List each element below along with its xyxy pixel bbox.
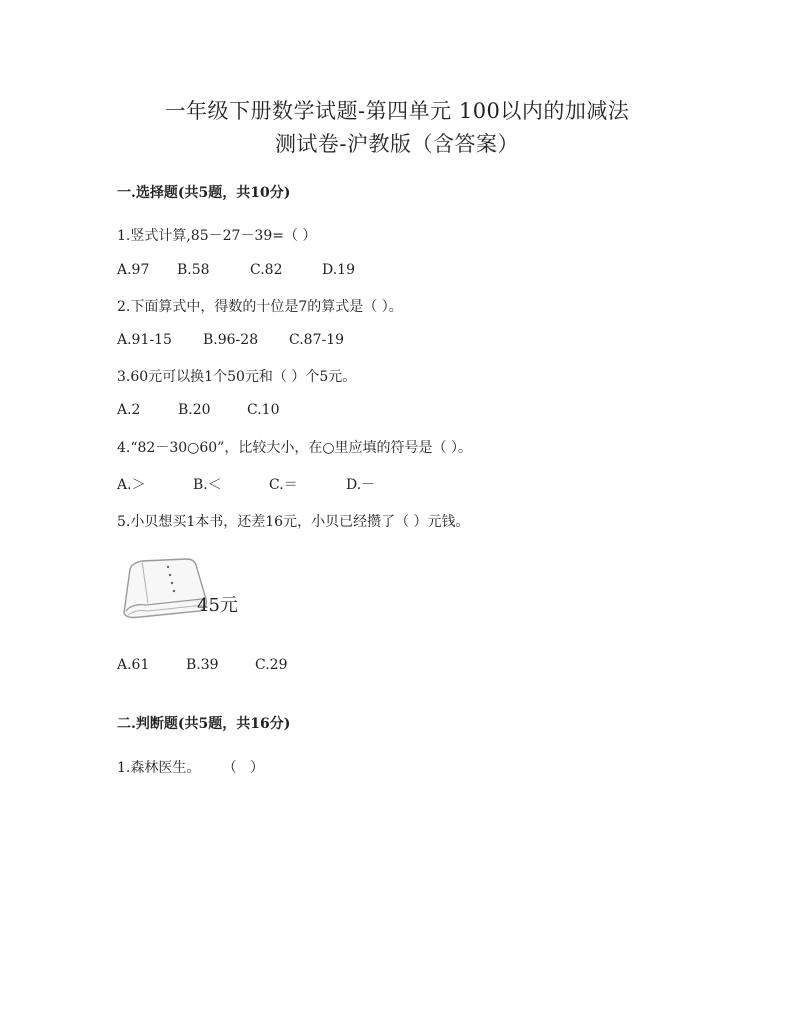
question-3: 3.60元可以换1个50元和（ ）个5元。 [117, 369, 357, 385]
question-judge-1: 1.森林医生。 （ ） [117, 760, 264, 776]
question-3-options [117, 402, 279, 418]
option-c: C.29 [255, 657, 288, 673]
question-1-options [117, 262, 355, 278]
option-b: B.39 [186, 657, 219, 673]
option-c: C.＝ [269, 477, 298, 493]
option-a: A.61 [117, 657, 150, 673]
question-2-options [117, 332, 344, 348]
option-c: C.82 [250, 262, 283, 278]
question-4: 4.“82－30○60”，比较大小，在○里应填的符号是（ ）。 [117, 440, 472, 456]
option-b: B.＜ [193, 477, 222, 493]
option-c: C.10 [247, 402, 280, 418]
doc-title-line-1: 一年级下册数学试题-第四单元 100以内的加减法 [164, 99, 630, 123]
question-2: 2.下面算式中，得数的十位是7的算式是（ ）。 [117, 299, 403, 315]
option-b: B.20 [178, 402, 211, 418]
option-b: B.96-28 [203, 332, 259, 348]
option-a: A.91-15 [117, 332, 172, 348]
question-4-options [117, 474, 375, 494]
section-heading-choice: 一.选择题(共5题，共10分) [117, 185, 291, 201]
option-a: A.97 [117, 262, 150, 278]
question-5-options [117, 657, 287, 673]
option-c: C.87-19 [289, 332, 345, 348]
question-5: 5.小贝想买1本书，还差16元，小贝已经攒了（ ）元钱。 [117, 514, 470, 530]
option-d: D.19 [322, 262, 355, 278]
option-a: A.＞ [117, 477, 146, 493]
doc-title-line-2: 测试卷-沪教版（含答案） [274, 132, 520, 156]
section-heading-judgement: 二.判断题(共5题，共16分) [117, 716, 291, 732]
question-1: 1.竖式计算,85－27－39=（ ） [117, 228, 317, 244]
book-price-label: 45元 [197, 595, 238, 616]
option-b: B.58 [177, 262, 210, 278]
option-d: D.－ [346, 477, 376, 493]
option-a: A.2 [117, 402, 141, 418]
